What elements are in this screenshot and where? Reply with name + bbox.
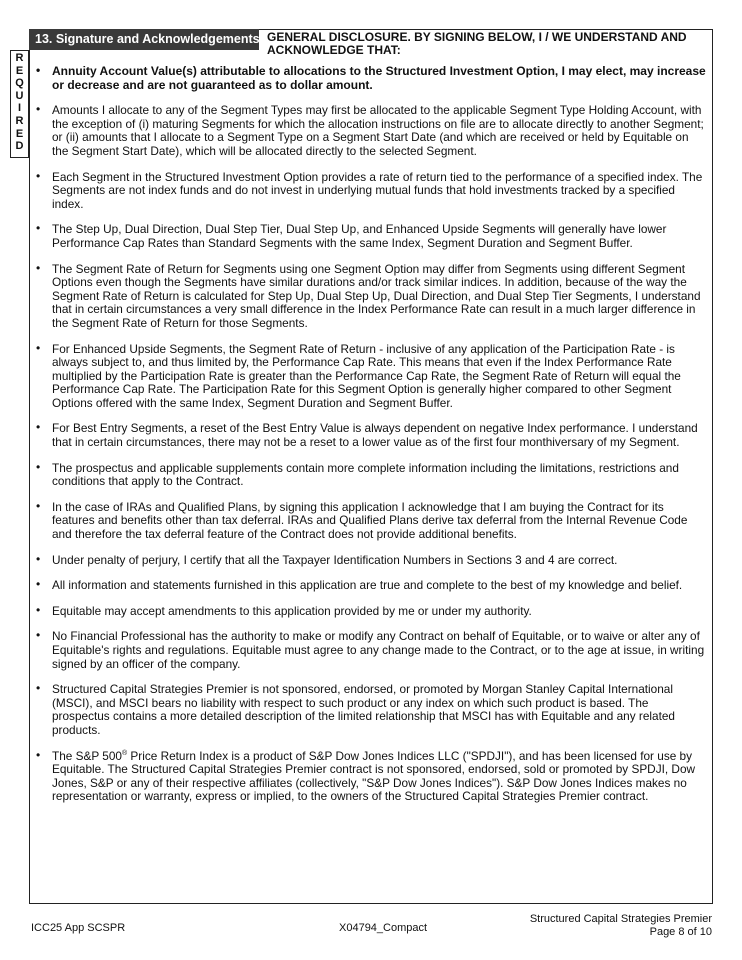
bullet-icon: •: [36, 681, 41, 696]
bullet-icon: •: [36, 551, 41, 566]
list-item: [36, 104, 708, 158]
footer-form-id: ICC25 App SCSPR: [31, 922, 126, 934]
list-item: [36, 683, 708, 737]
item-text: The prospectus and applicable supplements contain more complete information including the limitations, restrictions and conditions that apply to the Contract.: [52, 460, 679, 489]
list-item: [36, 260, 708, 331]
item-text: Structured Capital Strategies Premier is not sponsored, endorsed, or promoted by Morgan Stanley Capital International (MSCI), and MSCI bears no liability with respect to such product or any index on which such product is based. The prospectus contains a more detailed description of the limited relationship that MSCI has with Equitable and any related products.: [52, 682, 675, 737]
list-item: [36, 551, 708, 568]
required-letter: R: [15, 114, 24, 127]
required-letter: E: [15, 127, 24, 140]
bullet-icon: •: [36, 628, 41, 643]
bullet-icon: •: [36, 747, 41, 762]
item-text: Equitable may accept amendments to this application provided by me or under my authority.: [52, 603, 532, 618]
list-item: [36, 498, 708, 542]
bullet-icon: •: [36, 260, 41, 275]
bullet-icon: •: [36, 602, 41, 617]
bullet-icon: •: [36, 102, 41, 117]
list-item: [36, 422, 708, 449]
footer-page-number: Page 8 of 10: [649, 925, 712, 938]
section-title: 13. Signature and Acknowledgements: [29, 29, 259, 50]
item-text: The Step Up, Dual Direction, Dual Step Tier, Dual Step Up, and Enhanced Upside Segments will generally have lower Performance Cap Rates than Standard Segments with the same Index, Segment Duration and Segment Buffer.: [52, 222, 667, 250]
item-text: Under penalty of perjury, I certify that all the Taxpayer Identification Numbers in Sections 3 and 4 are correct.: [52, 552, 618, 567]
required-letter: U: [15, 89, 24, 102]
bullet-icon: •: [36, 577, 41, 592]
footer-code: X04794_Compact: [339, 922, 428, 934]
required-letter: Q: [15, 77, 24, 90]
bullet-icon: •: [36, 63, 41, 77]
item-text: Each Segment in the Structured Investment Option provides a rate of return tied to the performance of a specified index. The Segments are not index funds and do not invest in underlying mutual funds that hold investments tracked by a specified index.: [52, 169, 703, 211]
list-item: [36, 168, 708, 212]
bullet-icon: •: [36, 340, 41, 355]
item-text: All information and statements furnished in this application are true and complete to the best of my knowledge and belief.: [52, 578, 683, 593]
item-text: Amounts I allocate to any of the Segment Types may first be allocated to the applicable Segment Type Holding Account, with the exception of (i) maturing Segments for which the allocation instructions on file are to allocate directly to another Segment; or (ii) amounts that I allocate to a Segment Type on a Segment Start Date (and which are received or held by Equitable on the Segment Start Date), which will be allocated directly to the selected Segment.: [52, 103, 704, 158]
required-letter: E: [15, 64, 24, 77]
required-letter: I: [17, 102, 22, 115]
list-item: [36, 630, 708, 671]
list-item: [36, 602, 708, 619]
list-item: [36, 340, 708, 411]
item-text: For Enhanced Upside Segments, the Segment Rate of Return - inclusive of any application of the Participation Rate - is always subject to, and thus limited by, the Performance Cap Rate. This means that even if the Index Performance Rate multiplied by the Participation Rate is greater than the Performance Cap Rate, the Segment Rate of Return will equal the Performance Cap Rate. The Participation Rate for this Segment Option is generally higher compared to other Segment Options offered with the same Index, Segment Duration and Segment Buffer.: [52, 341, 681, 410]
footer-product-page: [530, 913, 712, 938]
list-item: [36, 747, 708, 804]
item-text: Annuity Account Value(s) attributable to allocations to the Structured Investment Option, I may elect, may increase or decrease and are not guaranteed as to dollar amount.: [52, 64, 706, 92]
bullet-icon: •: [36, 221, 41, 236]
bullet-icon: •: [36, 168, 41, 183]
bullet-icon: •: [36, 420, 41, 435]
list-item: [36, 459, 708, 489]
bullet-icon: •: [36, 459, 41, 474]
required-letter: R: [15, 52, 24, 64]
list-item: [36, 223, 708, 250]
item-text: In the case of IRAs and Qualified Plans, by signing this application I acknowledge that I am buying the Contract for its features and benefits other than tax deferral. IRAs and Qualified Plans derive tax deferral from the Internal Revenue Code and therefore the tax deferral feature of the Contract does not provide additional benefits.: [52, 499, 688, 542]
item-text: The Segment Rate of Return for Segments using one Segment Option may differ from Segments using different Segment Options even though the Segments have similar durations and/or track similar indices. In addition, because of the way the Segment Rate of Return is calculated for Step Up, Dual Step Up, Dual Direction, and Dual Step Tier Segments, I understand that in certain circumstances a very small difference in the Index Performance Rate can result in a much larger difference in the Segment Rate of Return for those Segments.: [52, 261, 701, 330]
list-item: [36, 65, 708, 92]
list-item: [36, 579, 708, 593]
required-indicator: [10, 50, 29, 158]
required-letter: D: [15, 140, 24, 153]
bullet-icon: •: [36, 498, 41, 513]
item-text: For Best Entry Segments, a reset of the Best Entry Value is always dependent on negative Index performance. I understand that in certain circumstances, there may not be a reset to a lower value as of the first four monthiversary of my Segment.: [52, 421, 698, 450]
disclosure-heading: GENERAL DISCLOSURE. BY SIGNING BELOW, I / WE UNDERSTAND AND ACKNOWLEDGE THAT:: [267, 30, 687, 57]
footer-product: Structured Capital Strategies Premier: [529, 913, 712, 925]
acknowledgement-list: [36, 65, 708, 816]
item-text: The S&P 500® Price Return Index is a product of S&P Dow Jones Indices LLC ("SPDJI"), and has been licensed for use by Equitable. The Structured Capital Strategies Premier contract is not sponsored, endorsed, sold or promoted by SPDJI, Dow Jones, S&P or any of their respective affiliates (collectively, "S&P Dow Jones Indices"). S&P Dow Jones Indices makes no representation or warranty, express or implied, to the owners of the Structured Capital Strategies Premier contract.: [52, 748, 696, 804]
item-text: No Financial Professional has the authority to make or modify any Contract on behalf of Equitable, or to waive or alter any of Equitable's rights and regulations. Equitable must agree to any change made to the Contract, or to the age at issue, in writing signed by an officer of the company.: [52, 629, 705, 671]
